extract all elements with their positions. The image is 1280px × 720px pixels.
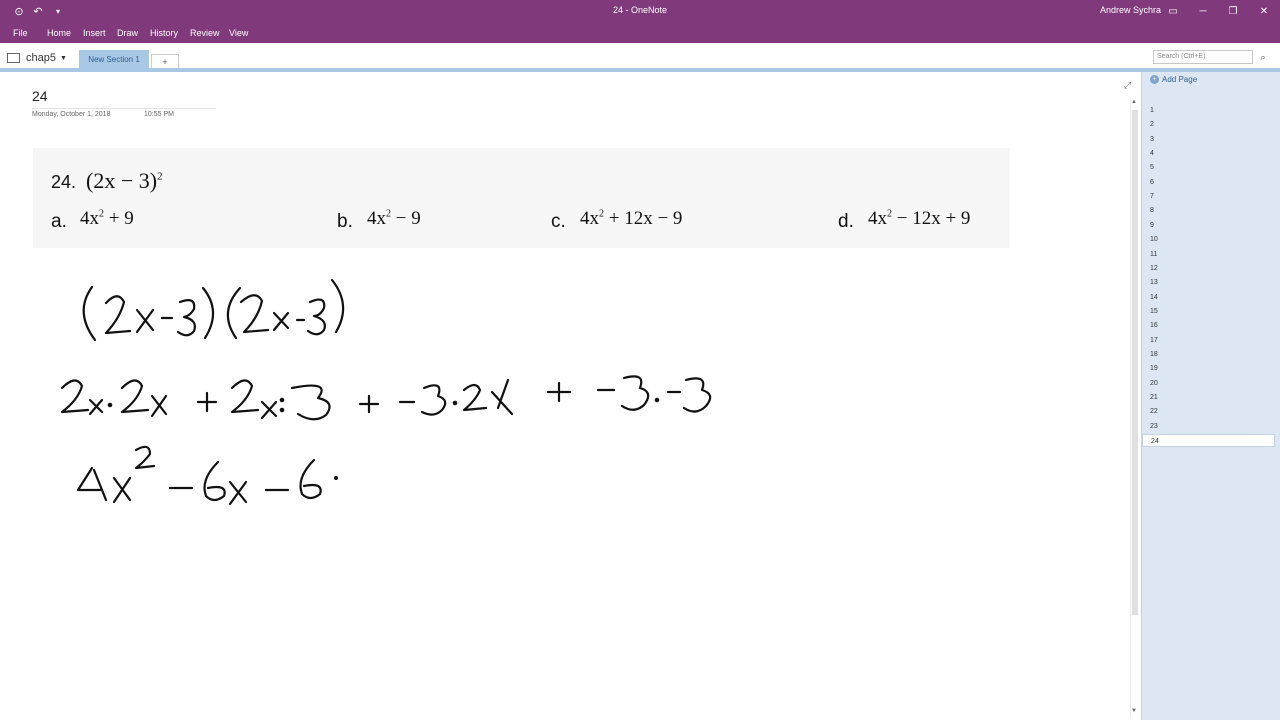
page-list-item[interactable]: 19: [1150, 365, 1158, 373]
back-icon[interactable]: ⊙: [14, 5, 24, 18]
undo-icon[interactable]: ↶: [33, 5, 43, 18]
add-section-button[interactable]: +: [151, 54, 179, 69]
page-list-item[interactable]: 4: [1150, 150, 1154, 158]
page-list-item[interactable]: 7: [1150, 193, 1154, 201]
tab-review[interactable]: Review: [190, 28, 220, 38]
tab-home[interactable]: Home: [47, 28, 72, 38]
question-expression: $(2x - 3)^2$: [86, 168, 163, 193]
option-d-label: d.: [838, 211, 854, 232]
quick-access-dropdown-icon[interactable]: ▾: [55, 6, 60, 16]
ink-line-3: [78, 447, 337, 504]
question-number: 24.: [51, 172, 77, 192]
page-list-item[interactable]: 13: [1150, 279, 1158, 287]
section-tab-active[interactable]: New Section 1: [79, 50, 149, 69]
tab-history[interactable]: History: [150, 28, 179, 38]
close-icon[interactable]: ✕: [1259, 5, 1269, 17]
page-list-item[interactable]: 9: [1150, 221, 1154, 229]
search-input[interactable]: Search (Ctrl+E): [1153, 50, 1253, 64]
add-page-label: Add Page: [1162, 75, 1198, 84]
tab-insert[interactable]: Insert: [83, 28, 106, 38]
restore-icon[interactable]: ❐: [1228, 5, 1238, 17]
option-c-label: c.: [551, 211, 566, 232]
ink-line-2: [62, 376, 710, 419]
page-list-item[interactable]: 18: [1150, 350, 1158, 358]
user-name[interactable]: Andrew Sychra: [1100, 5, 1162, 15]
page-list-item[interactable]: 2: [1150, 121, 1154, 129]
page-date: Monday, October 1, 2018: [32, 111, 111, 118]
page-list-item[interactable]: 5: [1150, 164, 1154, 172]
page-list-item[interactable]: 11: [1150, 250, 1158, 258]
option-a-label: a.: [51, 211, 67, 232]
page-list-item[interactable]: 6: [1150, 178, 1154, 186]
page-list-item[interactable]: 1: [1150, 107, 1154, 114]
page-list-item[interactable]: 23: [1150, 422, 1158, 430]
page-list-item[interactable]: 10: [1150, 236, 1158, 244]
page-list-item[interactable]: 24: [1142, 434, 1275, 447]
minimize-icon[interactable]: ─: [1199, 5, 1207, 17]
add-page-button[interactable]: [1150, 75, 1197, 84]
option-a-expression: $4x^2 + 9$: [80, 208, 134, 229]
scroll-down-icon[interactable]: ▼: [1131, 708, 1137, 714]
page-list-item[interactable]: 21: [1150, 394, 1158, 401]
add-page-icon: +: [1150, 75, 1159, 84]
page-list-item[interactable]: 17: [1150, 336, 1158, 344]
option-d-expression: $4x^2 - 12x + 9$: [868, 208, 971, 229]
page-list-item[interactable]: 22: [1150, 408, 1158, 416]
option-b-expression: $4x^2 - 9$: [367, 208, 421, 229]
page-list-item[interactable]: 3: [1150, 135, 1154, 143]
notebook-name: chap5: [26, 52, 56, 64]
option-c-expression: $4x^2 + 12x - 9$: [580, 208, 683, 229]
page-list-item[interactable]: 8: [1150, 207, 1154, 215]
page-list-item[interactable]: 20: [1150, 379, 1158, 387]
tab-draw[interactable]: Draw: [117, 28, 139, 38]
search-icon[interactable]: ⌕: [1260, 51, 1266, 62]
tab-view[interactable]: View: [229, 28, 249, 38]
full-page-view-icon[interactable]: ⤢: [1124, 80, 1132, 90]
scrollbar-thumb[interactable]: [1132, 110, 1138, 615]
scroll-up-icon[interactable]: ▲: [1131, 99, 1137, 105]
chevron-down-icon: ▼: [59, 54, 67, 62]
page-list-item[interactable]: 14: [1150, 293, 1158, 301]
option-b-label: b.: [337, 211, 353, 232]
page-list-item[interactable]: 12: [1150, 264, 1158, 272]
tab-file[interactable]: File: [13, 28, 28, 38]
window-title: 24 - OneNote: [612, 5, 668, 15]
page-list-item[interactable]: 15: [1150, 307, 1158, 315]
page-time: 10:55 PM: [144, 111, 174, 118]
ink-line-1: [84, 280, 343, 340]
ribbon-display-options-icon[interactable]: ▭: [1168, 5, 1178, 17]
page-title[interactable]: 24: [32, 88, 48, 104]
page-list-item[interactable]: 16: [1150, 322, 1158, 330]
